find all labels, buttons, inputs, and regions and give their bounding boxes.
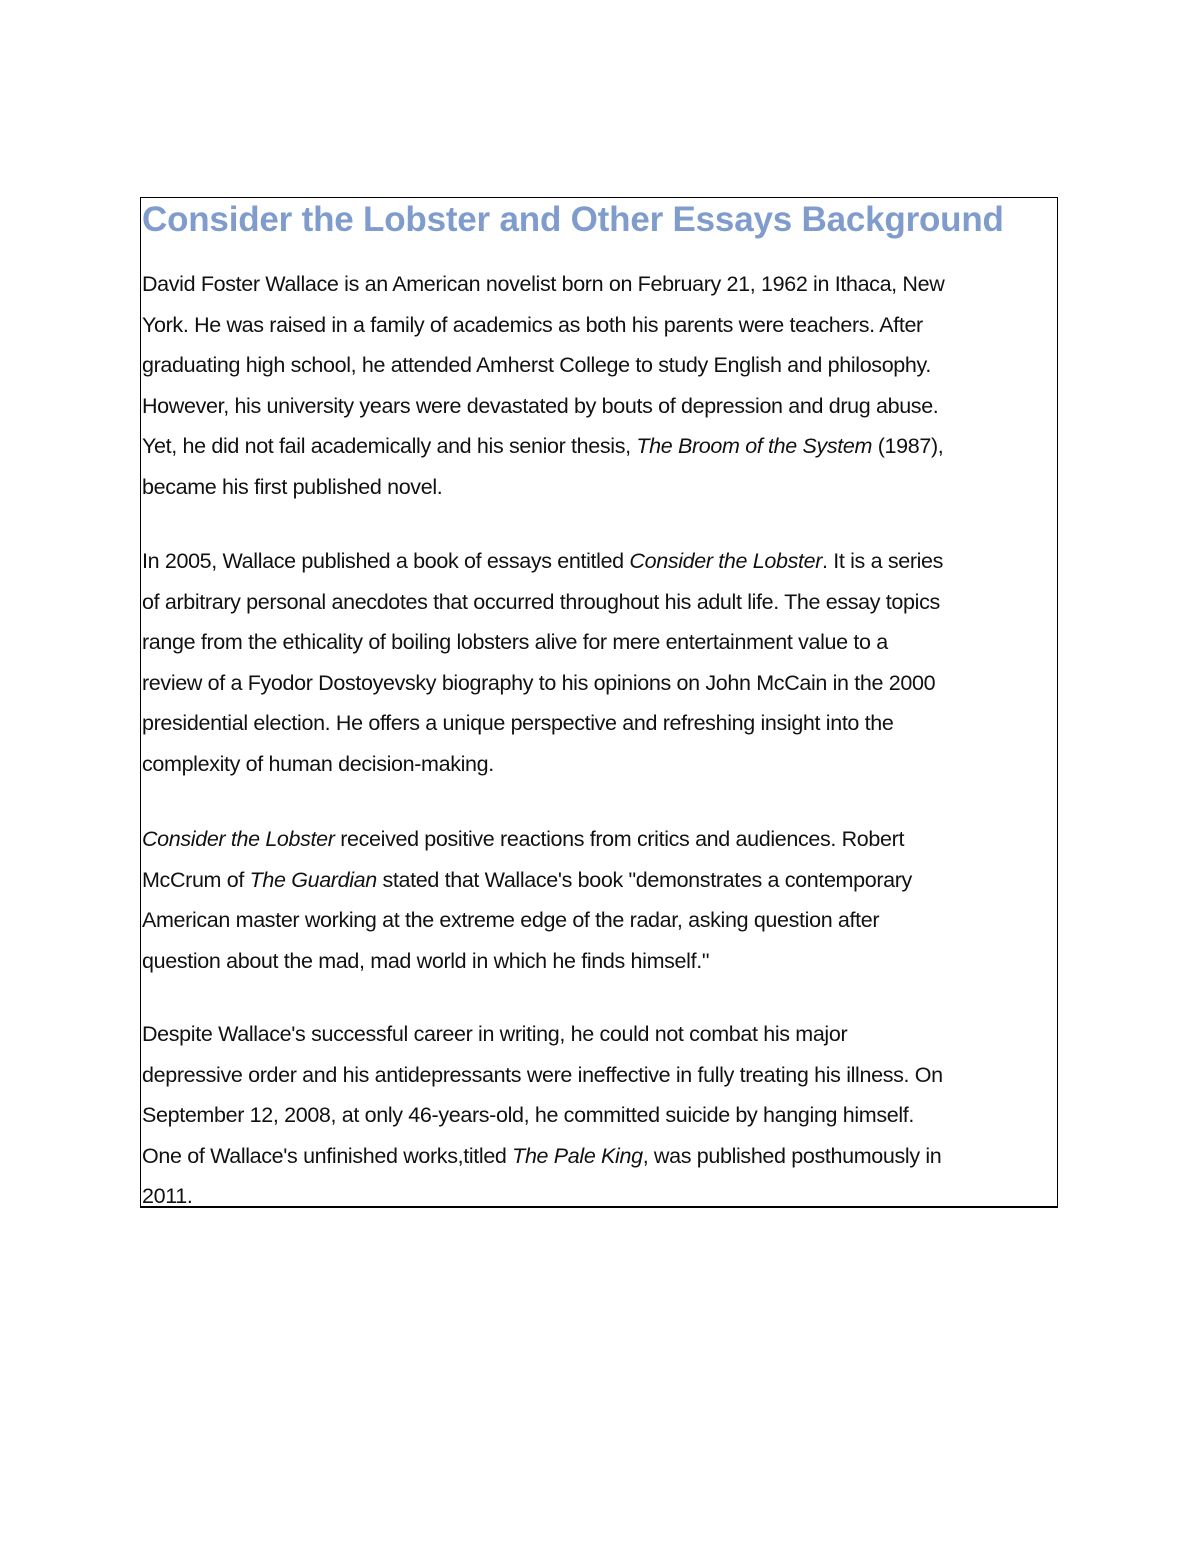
- document-frame: [140, 197, 1058, 1208]
- text-line: September 12, 2008, at only 46-years-old, he committed suicide by hanging himself.: [142, 1103, 915, 1128]
- paragraph-reception: [142, 819, 1057, 981]
- paragraph-death: [142, 1014, 1057, 1208]
- document-title: Consider the Lobster and Other Essays Background: [142, 200, 1004, 239]
- book-title-italic: Consider the Lobster: [142, 827, 335, 851]
- text-line: One of Wallace's unfinished works,titled The Pale King, was published posthumously in: [142, 1143, 942, 1168]
- book-title-italic: The Pale King: [512, 1143, 643, 1168]
- paragraph-background: [142, 264, 1057, 508]
- text-line: 2011.: [142, 1184, 193, 1208]
- book-title-italic: Consider the Lobster: [629, 549, 823, 573]
- paragraph-essays: [142, 541, 1057, 785]
- text-line: McCrum of The Guardian stated that Wallace's book "demonstrates a contemporary: [142, 867, 912, 892]
- text-line: Consider the Lobster received positive reactions from critics and audiences. Robert: [142, 827, 905, 851]
- text-line: became his first published novel.: [142, 474, 443, 499]
- book-title-italic: The Broom of the System: [636, 434, 873, 459]
- text-line: Yet, he did not fail academically and his senior thesis, The Broom of the System (1987),: [142, 434, 944, 459]
- publication-italic: The Guardian: [249, 867, 377, 892]
- text-line: of arbitrary personal anecdotes that occurred throughout his adult life. The essay topics: [142, 589, 940, 614]
- text-line: David Foster Wallace is an American novelist born on February 21, 1962 in Ithaca, New: [142, 272, 945, 296]
- text-line: graduating high school, he attended Amherst College to study English and philosophy.: [142, 353, 931, 378]
- text-line: York. He was raised in a family of academics as both his parents were teachers. After: [142, 312, 923, 337]
- text-line: However, his university years were devastated by bouts of depression and drug abuse.: [142, 393, 939, 418]
- text-line: review of a Fyodor Dostoyevsky biography to his opinions on John McCain in the 2000: [142, 670, 936, 695]
- text-line: depressive order and his antidepressants were ineffective in fully treating his illness. On: [142, 1062, 943, 1087]
- text-line: complexity of human decision-making.: [142, 751, 494, 776]
- text-line: range from the ethicality of boiling lobsters alive for mere entertainment value to a: [142, 630, 888, 655]
- text-line: In 2005, Wallace published a book of essays entitled Consider the Lobster. It is a series: [142, 549, 944, 573]
- text-line: question about the mad, mad world in which he finds himself.": [142, 948, 710, 973]
- text-line: Despite Wallace's successful career in writing, he could not combat his major: [142, 1022, 848, 1046]
- text-line: presidential election. He offers a unique perspective and refreshing insight into the: [142, 711, 894, 736]
- text-line: American master working at the extreme edge of the radar, asking question after: [142, 908, 880, 933]
